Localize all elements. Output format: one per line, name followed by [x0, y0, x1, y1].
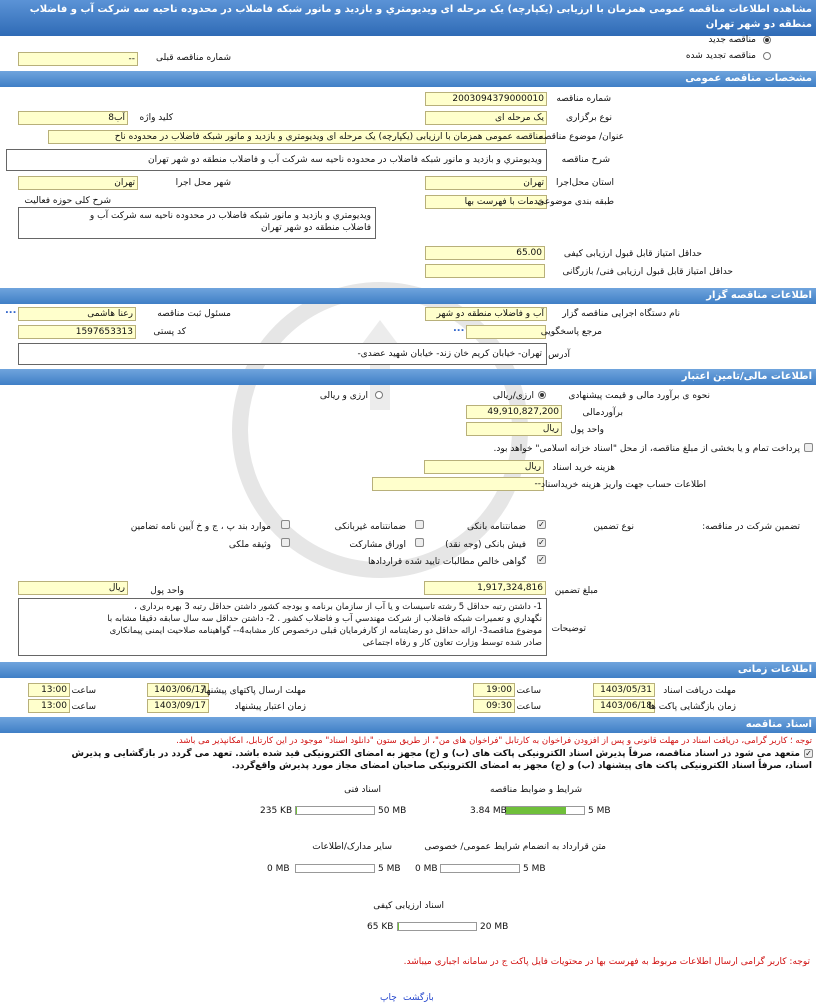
organization-label: نام دستگاه اجرایی مناقصه گزار	[562, 309, 680, 319]
description-box: ویدیومتري و بازدید و مانور شبکه فاضلاب در محدوده ناحیه سه شرکت آب و فاضلاب منطقه دو شهر تهران	[6, 149, 547, 171]
file-conditions-label[interactable]: شرایط و ضوابط مناقصه	[489, 785, 582, 795]
send-date-field: 1403/06/17	[147, 683, 209, 697]
tender-number-label: شماره مناقصه	[556, 94, 611, 104]
open-time-field: 09:30	[473, 699, 515, 713]
guarantee-unit-field: ریال	[18, 581, 128, 595]
responsible-more-link[interactable]: ...	[5, 305, 17, 316]
claims-checkbox[interactable]: ✓	[538, 555, 545, 564]
bonds-option: اوراق مشارکت	[349, 540, 406, 550]
new-tender-radio[interactable]	[763, 36, 771, 44]
stage-field: یک مرحله ای	[425, 111, 547, 125]
file-technical-used: 235 KB	[260, 806, 293, 816]
reference-more-link[interactable]: ...	[453, 323, 465, 334]
open-time-label: ساعت	[516, 702, 541, 712]
responsible-field: رعنا هاشمی	[18, 307, 136, 321]
address-label: آدرس	[548, 350, 570, 360]
file-technical-max: 50 MB	[378, 806, 407, 816]
currency-and-rial-option: ارزی و ریالی	[319, 391, 368, 401]
file-other-label[interactable]: سایر مدارک/اطلاعات	[312, 842, 392, 852]
opening-time-label: زمان بازگشایی پاکت ها	[648, 702, 736, 712]
validity-date-field: 1403/09/17	[147, 699, 209, 713]
file-conditions-used: 3.84 MB	[470, 806, 507, 816]
min-quality-label: حداقل امتیاز قابل قبول ارزیابی کیفی	[563, 249, 702, 259]
guarantee-type-label: نوع تضمین	[593, 522, 634, 532]
property-option: وثیقه ملکی	[228, 540, 271, 550]
notes-line-2: نگهداري و تعمیرات شبکه فاضلاب از شرکت مهندسي آب و فاضلاب کشور . 2- داشتن حداقل سه سال سابقه دقیقا مشابه با	[107, 614, 542, 624]
keyword-field: آب8	[18, 111, 128, 125]
bank-guarantee-checkbox[interactable]: ✓	[538, 520, 545, 529]
guarantee-label: تضمین شرکت در مناقصه:	[702, 522, 800, 532]
file-other-max: 5 MB	[378, 864, 401, 874]
file-other-bar	[295, 864, 375, 873]
postal-code-field: 1597653313	[18, 325, 136, 339]
currency-unit-field: ریال	[466, 422, 562, 436]
bonds-checkbox[interactable]	[415, 538, 424, 547]
scope-line-2: فاضلاب منطقه دو شهر تهران	[260, 223, 371, 233]
guarantee-amount-label: مبلغ تضمین	[554, 586, 598, 596]
doc-cost-field: ریال	[424, 460, 544, 474]
min-tech-field	[425, 264, 545, 278]
treasury-checkbox[interactable]	[804, 443, 813, 452]
province-label: استان محل‌اجرا	[556, 178, 614, 188]
price-list-note: توجه: کاربر گرامی ارسال اطلاعات مربوط به فهرست بها در محتویات فایل پاکت ج در سامانه اجباری میباشد.	[403, 957, 810, 967]
address-box: تهران- خیابان کریم خان زند- خیابان شهید عضدی-	[18, 343, 547, 365]
claims-option: گواهی خالص مطالبات تایید شده قراردادها	[368, 557, 526, 567]
file-contract-label[interactable]: متن قرارداد به انضمام شرایط عمومی/ خصوصی	[424, 842, 606, 852]
guarantee-amount-field: 1,917,324,816	[424, 581, 546, 595]
print-link[interactable]: چاپ	[380, 993, 397, 1003]
reference-field	[466, 325, 546, 339]
notes-line-4: صادر شده توسط وزارت تعاون کار و رفاه اجتماعی	[362, 638, 542, 648]
category-label: طبقه بندی موضوعی	[537, 197, 614, 207]
property-checkbox[interactable]	[281, 538, 290, 547]
file-quality-max: 20 MB	[480, 922, 509, 932]
keyword-label: کلید واژه	[139, 113, 173, 123]
validity-time-field: 13:00	[28, 699, 70, 713]
min-quality-field: 65.00	[425, 246, 545, 260]
scope-label: شرح کلی حوزه فعالیت	[24, 196, 111, 206]
city-label: شهر محل اجرا	[175, 178, 231, 188]
previous-number-field: --	[18, 52, 138, 66]
currency-and-rial-radio[interactable]	[375, 391, 383, 399]
regulation-items-option: موارد بند پ ، ج و خ آیین نامه تضامین	[130, 522, 271, 532]
doc-cost-label: هزینه خرید اسناد	[552, 463, 615, 473]
receive-deadline-label: مهلت دریافت اسناد	[663, 686, 736, 696]
notes-label: توضیحات	[551, 624, 586, 634]
file-other-used: 0 MB	[267, 864, 290, 874]
section-documents: اسناد مناقصه	[0, 717, 816, 733]
receive-time-label: ساعت	[516, 686, 541, 696]
commitment-checkbox[interactable]: ✓	[805, 749, 812, 758]
file-technical-label[interactable]: اسناد فنی	[344, 785, 381, 795]
file-quality-bar	[397, 922, 477, 931]
send-time-label: ساعت	[71, 686, 96, 696]
back-link[interactable]: بازگشت	[403, 993, 434, 1003]
nonbank-guarantee-checkbox[interactable]	[415, 520, 424, 529]
validity-label: زمان اعتبار پیشنهاد	[234, 702, 306, 712]
city-field: تهران	[18, 176, 138, 190]
file-quality-label[interactable]: اسناد ارزیابی کیفی	[373, 901, 444, 911]
province-field: تهران	[425, 176, 547, 190]
section-general: مشخصات مناقصه عمومی	[0, 71, 816, 87]
description-label: شرح مناقصه	[561, 155, 610, 165]
category-field: خدمات با فهرست بها	[425, 195, 547, 209]
subject-field: مناقصه عمومی همزمان با ارزیابی (یکپارچه) یک مرحله ای ویدیومتري و بازدید و مانور شبکه فاضلاب در محدوده ناح	[48, 130, 546, 144]
scope-box	[18, 207, 376, 239]
scope-line-1: ویدیومتري و بازدید و مانور شبکه فاضلاب در محدوده ناحیه سه شرکت آب و	[89, 211, 371, 221]
notes-box	[18, 598, 547, 656]
rial-currency-option: ارزی/ریالی	[492, 391, 534, 401]
guarantee-unit-label: واحد پول	[150, 586, 184, 596]
currency-unit-label: واحد پول	[570, 425, 604, 435]
rial-currency-radio[interactable]	[538, 391, 546, 399]
commitment-line-1: متعهد می شود در اسناد مناقصه، صرفاً پذیرش اسناد الکترونیکی پاکت های (ب) و (ج) مجهز به امضای الکترونیکی قید شده باشد. تعهد می گردد در بازگشایی و پذیرش	[71, 749, 800, 759]
section-timing: اطلاعات زمانی	[0, 662, 816, 678]
file-technical-bar	[295, 806, 375, 815]
tender-number-field: 2003094379000010	[425, 92, 547, 106]
notes-line-1: 1- داشتن رتبه حداقل 5 رشته تاسیسات و یا آب از سازمان برنامه و بودجه کشور داشتن حداقل رتبه 3 بهره برداری ،	[134, 602, 542, 612]
file-conditions-bar	[505, 806, 585, 815]
bank-guarantee-option: ضمانتنامه بانکی	[467, 522, 526, 532]
send-time-field: 13:00	[28, 683, 70, 697]
postal-code-label: کد پستی	[153, 327, 186, 337]
receive-date-field: 1403/05/31	[593, 683, 655, 697]
estimate-method-label: نحوه ی برآورد مالی و قیمت پیشنهادی	[568, 391, 710, 401]
send-deadline-label: مهلت ارسال پاکتهای پیشنهاد	[199, 686, 306, 696]
bank-check-option: فیش بانکی (وجه نقد)	[445, 540, 526, 550]
account-label: اطلاعات حساب جهت واریز هزینه خریداسناد	[541, 480, 706, 490]
regulation-items-checkbox[interactable]	[281, 520, 290, 529]
estimate-amount-label: برآوردمالی	[582, 408, 623, 418]
renewed-tender-radio[interactable]	[763, 52, 771, 60]
new-tender-label: مناقصه جدید	[708, 35, 756, 45]
subject-label: عنوان/ موضوع مناقصه	[539, 132, 624, 142]
stage-label: نوع برگزاری	[566, 113, 612, 123]
previous-number-label: شماره مناقصه قبلی	[156, 53, 231, 63]
account-field: --	[372, 477, 544, 491]
receive-time-field: 19:00	[473, 683, 515, 697]
reference-label: مرجع پاسخگویی	[540, 327, 602, 337]
open-date-field: 1403/06/18	[593, 699, 655, 713]
page-title: مشاهده اطلاعات مناقصه عمومی همزمان با ارزیابی (یکپارچه) یک مرحله ای ویدیومتري و بازدید و مانور شبکه فاضلاب در محدوده ناحیه سه شرکت آب و فاضلاب منطقه دو شهر تهران	[0, 0, 816, 36]
file-contract-used: 0 MB	[415, 864, 438, 874]
bank-check-checkbox[interactable]: ✓	[538, 538, 545, 547]
download-note: توجه ؛ کاربر گرامی، دریافت اسناد در مهلت قانونی و پس از افزودن فراخوان به کارتابل "فراخوان های من"، از طریق ستون "دانلود اسناد" موجود در این کارتابل، امکانپذیر می باشد.	[176, 736, 812, 746]
estimate-amount-field: 49,910,827,200	[466, 405, 562, 419]
renewed-tender-label: مناقصه تجدید شده	[685, 51, 756, 61]
nonbank-guarantee-option: ضمانتنامه غیربانکی	[334, 522, 406, 532]
min-tech-label: حداقل امتیاز قابل قبول ارزیابی فنی/ بازرگانی	[562, 267, 733, 277]
treasury-note: پرداخت تمام و یا بخشی از مبلغ مناقصه، از محل "اسناد خزانه اسلامی" خواهد بود.	[493, 444, 800, 454]
section-financial: اطلاعات مالی/تامین اعتبار	[0, 369, 816, 385]
notes-line-3: موضوع مناقصه3- ارائه حداقل دو رضایتنامه از کارفرمایان قبلی درخصوص کار مشابه4-- گواهینامه صلاحیت ایمنی پیمانکاری	[109, 626, 542, 636]
file-contract-bar	[440, 864, 520, 873]
file-conditions-max: 5 MB	[588, 806, 611, 816]
responsible-label: مسئول ثبت مناقصه	[157, 309, 231, 319]
organization-field: آب و فاضلاب منطقه دو شهر	[425, 307, 547, 321]
section-organizer: اطلاعات مناقصه گزار	[0, 288, 816, 304]
validity-time-label: ساعت	[71, 702, 96, 712]
file-quality-used: 65 KB	[367, 922, 394, 932]
file-contract-max: 5 MB	[523, 864, 546, 874]
commitment-line-2: اسناد، صرفاً اسناد الکترونیکی پاکت های پیشنهاد (ب) و (ج) مجهز به امضای الکترونیکی صاحبان امضای مجاز مورد پذیرش واقع‌گردد.	[231, 761, 812, 771]
